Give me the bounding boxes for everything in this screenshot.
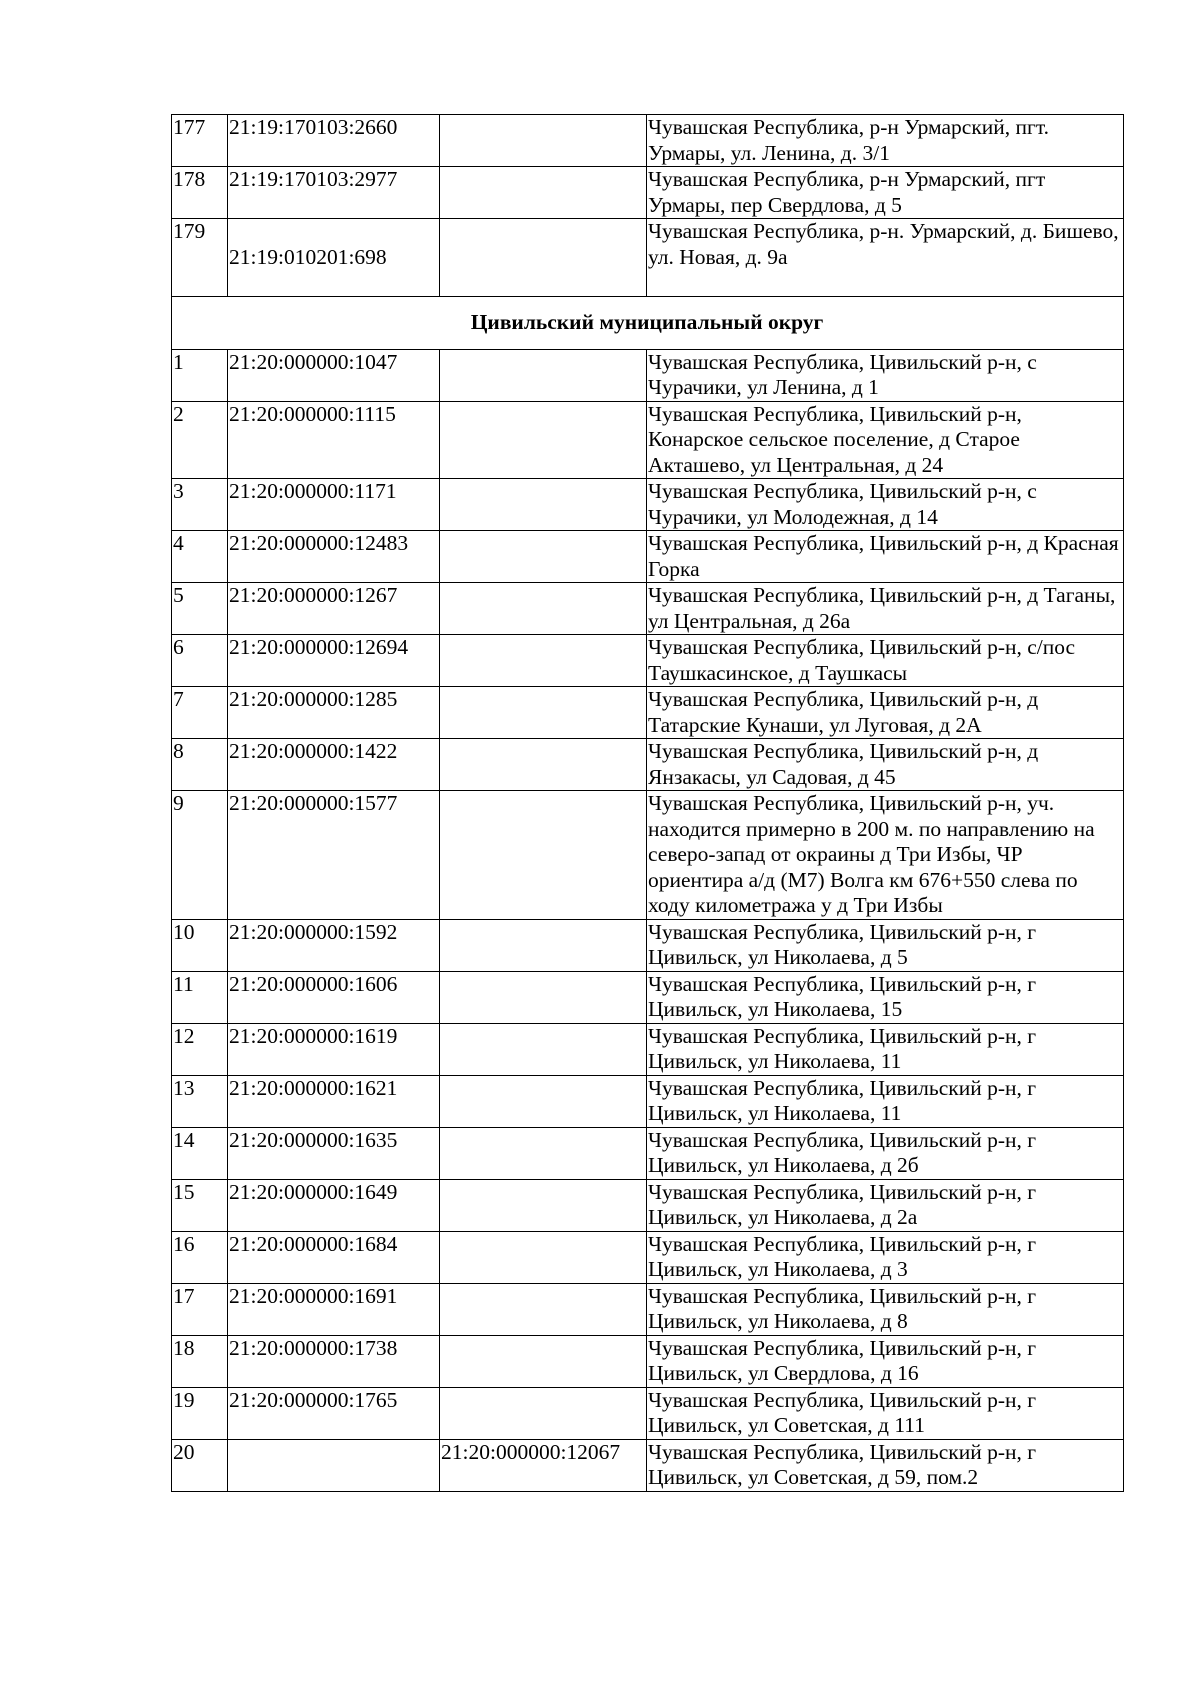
row-number: 179 — [172, 219, 228, 297]
address-cell: Чувашская Республика, Цивильский р-н, г Цивильск, ул Николаева, д 5 — [647, 919, 1124, 971]
cadastral-number: 21:19:170103:2660 — [228, 115, 440, 167]
address-cell: Чувашская Республика, Цивильский р-н, с Чурачики, ул Молодежная, д 14 — [647, 479, 1124, 531]
address-cell: Чувашская Республика, Цивильский р-н, с/пос Таушкасинское, д Таушкасы — [647, 635, 1124, 687]
row-number: 3 — [172, 479, 228, 531]
table-row — [172, 971, 1124, 1023]
cadastral-number-2 — [440, 479, 647, 531]
address-cell: Чувашская Республика, Цивильский р-н, г Цивильск, ул Николаева, 11 — [647, 1023, 1124, 1075]
address-cell: Чувашская Республика, Цивильский р-н, д Красная Горка — [647, 531, 1124, 583]
cadastral-number-2 — [440, 583, 647, 635]
row-number: 4 — [172, 531, 228, 583]
cadastral-number-2 — [440, 219, 647, 297]
row-number: 7 — [172, 687, 228, 739]
cadastral-number: 21:20:000000:1267 — [228, 583, 440, 635]
cadastral-number: 21:20:000000:1619 — [228, 1023, 440, 1075]
table-row — [172, 739, 1124, 791]
cadastral-number: 21:20:000000:1285 — [228, 687, 440, 739]
row-number: 17 — [172, 1283, 228, 1335]
table-row — [172, 115, 1124, 167]
cadastral-number: 21:20:000000:1621 — [228, 1075, 440, 1127]
cadastral-number: 21:20:000000:1606 — [228, 971, 440, 1023]
row-number: 9 — [172, 791, 228, 920]
address-cell: Чувашская Республика, р-н. Урмарский, д. Бишево, ул. Новая, д. 9а — [647, 219, 1124, 297]
cadastral-number: 21:20:000000:1422 — [228, 739, 440, 791]
row-number: 5 — [172, 583, 228, 635]
address-cell: Чувашская Республика, Цивильский р-н, г Цивильск, ул Свердлова, д 16 — [647, 1335, 1124, 1387]
address-cell: Чувашская Республика, Цивильский р-н, с Чурачики, ул Ленина, д 1 — [647, 349, 1124, 401]
table-row — [172, 1023, 1124, 1075]
cadastral-number: 21:20:000000:1577 — [228, 791, 440, 920]
section-rows — [172, 349, 1124, 1491]
cadastral-number: 21:20:000000:12483 — [228, 531, 440, 583]
row-number: 15 — [172, 1179, 228, 1231]
cadastral-number: 21:20:000000:12694 — [228, 635, 440, 687]
table-row — [172, 479, 1124, 531]
cadastral-number-2 — [440, 401, 647, 479]
cadastral-number: 21:20:000000:1047 — [228, 349, 440, 401]
table-row — [172, 583, 1124, 635]
row-number: 10 — [172, 919, 228, 971]
section-header-row — [172, 296, 1124, 349]
cadastral-number-2 — [440, 739, 647, 791]
address-cell: Чувашская Республика, р-н Урмарский, пгт. Урмары, ул. Ленина, д. 3/1 — [647, 115, 1124, 167]
cadastral-number: 21:20:000000:1765 — [228, 1387, 440, 1439]
table-row — [172, 349, 1124, 401]
cadastral-number-2 — [440, 1179, 647, 1231]
table-row — [172, 687, 1124, 739]
cadastral-number-2 — [440, 971, 647, 1023]
cadastral-number-2 — [440, 115, 647, 167]
address-cell: Чувашская Республика, Цивильский р-н, г Цивильск, ул Николаева, д 8 — [647, 1283, 1124, 1335]
row-number: 18 — [172, 1335, 228, 1387]
address-cell: Чувашская Республика, Цивильский р-н, Конарское сельское поселение, д Старое Акташево, ул Центральная, д 24 — [647, 401, 1124, 479]
address-cell: Чувашская Республика, Цивильский р-н, д Таганы, ул Центральная, д 26а — [647, 583, 1124, 635]
row-number: 2 — [172, 401, 228, 479]
table-row — [172, 1075, 1124, 1127]
cadastral-number: 21:20:000000:1738 — [228, 1335, 440, 1387]
cadastral-number: 21:20:000000:1115 — [228, 401, 440, 479]
table-row — [172, 1387, 1124, 1439]
address-cell: Чувашская Республика, Цивильский р-н, г Цивильск, ул Николаева, 15 — [647, 971, 1124, 1023]
address-cell: Чувашская Республика, Цивильский р-н, г Цивильск, ул Николаева, д 3 — [647, 1231, 1124, 1283]
address-cell: Чувашская Республика, Цивильский р-н, г Цивильск, ул Советская, д 111 — [647, 1387, 1124, 1439]
cadastral-number: 21:20:000000:1649 — [228, 1179, 440, 1231]
table-row — [172, 635, 1124, 687]
cadastral-number: 21:20:000000:1635 — [228, 1127, 440, 1179]
cadastral-number-2 — [440, 349, 647, 401]
address-cell: Чувашская Республика, Цивильский р-н, д Татарские Кунаши, ул Луговая, д 2А — [647, 687, 1124, 739]
cadastral-number-2: 21:20:000000:12067 — [440, 1439, 647, 1491]
cadastral-number-2 — [440, 1283, 647, 1335]
table-row — [172, 1179, 1124, 1231]
cadastral-number: 21:20:000000:1171 — [228, 479, 440, 531]
row-number: 1 — [172, 349, 228, 401]
cadastral-number-2 — [440, 791, 647, 920]
cadastral-number-2 — [440, 1387, 647, 1439]
table-row — [172, 401, 1124, 479]
cadastral-number-2 — [440, 635, 647, 687]
row-number: 13 — [172, 1075, 228, 1127]
table-row — [172, 531, 1124, 583]
cadastral-number: 21:20:000000:1691 — [228, 1283, 440, 1335]
cadastral-number-2 — [440, 531, 647, 583]
row-number: 6 — [172, 635, 228, 687]
row-number: 16 — [172, 1231, 228, 1283]
row-number: 14 — [172, 1127, 228, 1179]
cadastral-number: 21:20:000000:1592 — [228, 919, 440, 971]
row-number: 19 — [172, 1387, 228, 1439]
table-row — [172, 1231, 1124, 1283]
address-cell: Чувашская Республика, Цивильский р-н, уч. находится примерно в 200 м. по направлению на северо-запад от окраины д Три Избы, ЧР ориентира а/д (М7) Волга км 676+550 слева по ходу километража у д Три Избы — [647, 791, 1124, 920]
address-cell: Чувашская Республика, Цивильский р-н, г Цивильск, ул Николаева, д 2а — [647, 1179, 1124, 1231]
table-row — [172, 791, 1124, 920]
address-cell: Чувашская Республика, Цивильский р-н, г Цивильск, ул Николаева, 11 — [647, 1075, 1124, 1127]
table-row — [172, 1283, 1124, 1335]
cadastral-number-2 — [440, 1075, 647, 1127]
cadastral-number-2 — [440, 1127, 647, 1179]
address-cell: Чувашская Республика, Цивильский р-н, г Цивильск, ул Советская, д 59, пом.2 — [647, 1439, 1124, 1491]
cadastral-number — [228, 1439, 440, 1491]
table-row — [172, 219, 1124, 297]
cadastral-number-2 — [440, 1335, 647, 1387]
table-row — [172, 919, 1124, 971]
address-cell: Чувашская Республика, р-н Урмарский, пгт Урмары, пер Свердлова, д 5 — [647, 167, 1124, 219]
row-number: 8 — [172, 739, 228, 791]
table-row — [172, 1127, 1124, 1179]
table-row — [172, 167, 1124, 219]
cadastral-number: 21:19:010201:698 — [228, 219, 440, 297]
property-table — [171, 114, 1124, 1492]
cadastral-number: 21:19:170103:2977 — [228, 167, 440, 219]
row-number: 12 — [172, 1023, 228, 1075]
cadastral-number-2 — [440, 1023, 647, 1075]
row-number: 177 — [172, 115, 228, 167]
cadastral-number: 21:20:000000:1684 — [228, 1231, 440, 1283]
cadastral-number-2 — [440, 167, 647, 219]
cadastral-number-2 — [440, 919, 647, 971]
section-title: Цивильский муниципальный округ — [172, 296, 1124, 349]
row-number: 11 — [172, 971, 228, 1023]
address-cell: Чувашская Республика, Цивильский р-н, г Цивильск, ул Николаева, д 2б — [647, 1127, 1124, 1179]
row-number: 20 — [172, 1439, 228, 1491]
table-row — [172, 1335, 1124, 1387]
cadastral-number-2 — [440, 687, 647, 739]
table-row — [172, 1439, 1124, 1491]
cadastral-number-2 — [440, 1231, 647, 1283]
address-cell: Чувашская Республика, Цивильский р-н, д Янзакасы, ул Садовая, д 45 — [647, 739, 1124, 791]
row-number: 178 — [172, 167, 228, 219]
